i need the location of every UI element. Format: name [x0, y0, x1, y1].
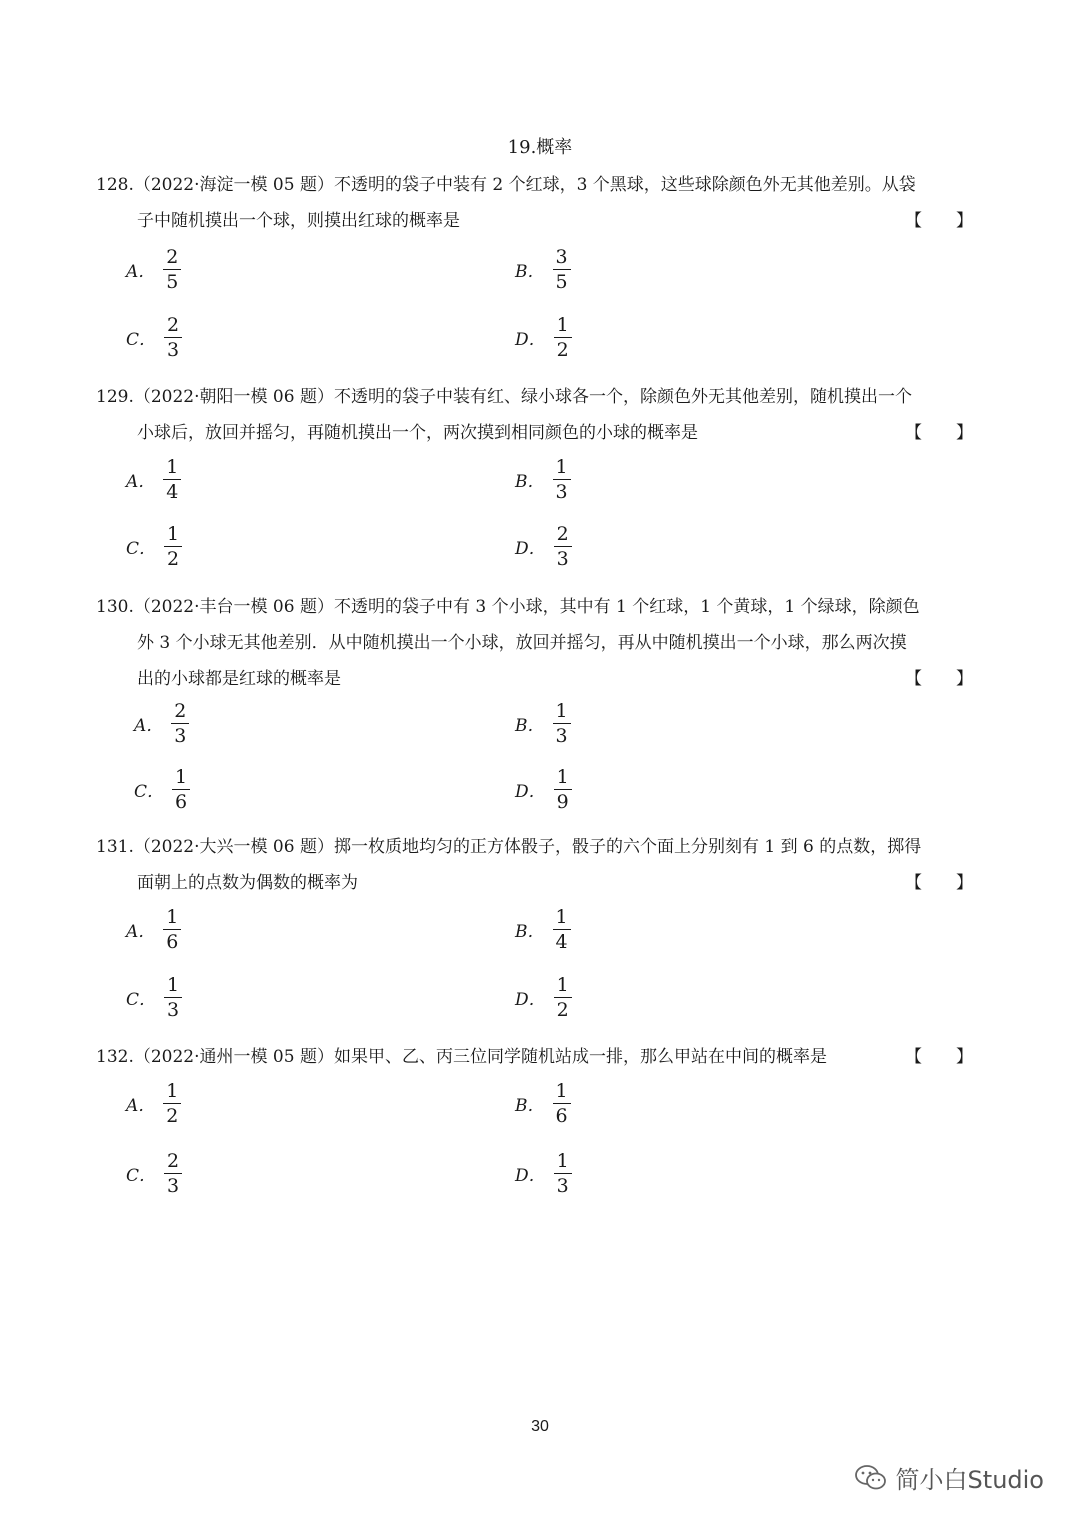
option-d: [515, 314, 572, 361]
numerator: 1: [166, 456, 179, 478]
option-a: [126, 906, 181, 953]
option-label: A．: [126, 1096, 156, 1116]
option-label: A．: [126, 472, 156, 492]
fraction-bar: [554, 789, 572, 790]
option-label: A．: [126, 922, 156, 942]
fraction-bar: [553, 269, 571, 270]
fraction-bar: [553, 929, 571, 930]
denominator: 3: [167, 999, 180, 1021]
fraction: [163, 1080, 181, 1127]
denominator: 5: [555, 271, 568, 293]
fraction: [172, 766, 190, 813]
section-title: 19.概率: [507, 137, 573, 158]
option-b: [515, 246, 571, 293]
fraction: [171, 700, 189, 747]
denominator: 4: [555, 931, 568, 953]
numerator: 2: [167, 1150, 180, 1172]
fraction-bar: [554, 546, 572, 547]
fraction: [164, 523, 182, 570]
option-label: B．: [515, 472, 545, 492]
option-b: [515, 1080, 571, 1127]
answer-bracket: 【 】: [905, 1047, 973, 1067]
option-c: [126, 974, 182, 1021]
fraction: [553, 246, 571, 293]
numerator: 1: [556, 1150, 569, 1172]
fraction-bar: [164, 546, 182, 547]
question-text-line: 128.（2022·海淀一模 05 题）不透明的袋子中装有 2 个红球，3 个黑球，这些球除颜色外无其他差别。从袋: [96, 175, 916, 195]
numerator: 2: [174, 700, 187, 722]
watermark-text: 简小白Studio: [895, 1466, 1044, 1494]
denominator: 2: [166, 1105, 179, 1127]
fraction-bar: [163, 269, 181, 270]
option-label: C．: [126, 990, 157, 1010]
denominator: 3: [556, 548, 569, 570]
fraction-bar: [164, 997, 182, 998]
option-c: [126, 523, 182, 570]
question-text-line: 小球后，放回并摇匀，再随机摸出一个，两次摸到相同颜色的小球的概率是: [137, 423, 698, 443]
denominator: 9: [556, 791, 569, 813]
wechat-icon: [854, 1464, 888, 1492]
fraction-bar: [554, 337, 572, 338]
option-d: [515, 523, 572, 570]
fraction: [164, 314, 182, 361]
option-label: D．: [515, 539, 546, 559]
option-label: D．: [515, 782, 546, 802]
option-label: C．: [126, 330, 157, 350]
fraction: [554, 974, 572, 1021]
fraction: [554, 1150, 572, 1197]
numerator: 1: [166, 906, 179, 928]
question-text-line: 129.（2022·朝阳一模 06 题）不透明的袋子中装有红、绿小球各一个，除颜色外无其他差别，随机摸出一个: [96, 387, 912, 407]
option-label: D．: [515, 1166, 546, 1186]
option-label: D．: [515, 990, 546, 1010]
option-b: [515, 700, 571, 747]
fraction-bar: [553, 1103, 571, 1104]
numerator: 2: [166, 246, 179, 268]
option-a: [126, 456, 181, 503]
option-a: [126, 1080, 181, 1127]
question-text-line: 131.（2022·大兴一模 06 题）掷一枚质地均匀的正方体骰子，骰子的六个面上分别刻有 1 到 6 的点数，掷得: [96, 837, 922, 857]
fraction: [553, 700, 571, 747]
denominator: 3: [167, 339, 180, 361]
numerator: 1: [555, 700, 568, 722]
fraction: [163, 456, 181, 503]
fraction-bar: [163, 1103, 181, 1104]
fraction: [554, 766, 572, 813]
denominator: 6: [555, 1105, 568, 1127]
numerator: 2: [167, 314, 180, 336]
option-label: D．: [515, 330, 546, 350]
question-text-line: 出的小球都是红球的概率是: [137, 669, 341, 689]
denominator: 3: [555, 481, 568, 503]
fraction: [554, 523, 572, 570]
numerator: 1: [175, 766, 188, 788]
option-a: [134, 700, 189, 747]
fraction: [553, 456, 571, 503]
answer-bracket: 【 】: [905, 423, 973, 443]
numerator: 1: [167, 974, 180, 996]
denominator: 3: [556, 1175, 569, 1197]
numerator: 1: [166, 1080, 179, 1102]
fraction: [164, 974, 182, 1021]
denominator: 3: [174, 725, 187, 747]
denominator: 3: [555, 725, 568, 747]
answer-bracket: 【 】: [905, 211, 973, 231]
denominator: 6: [166, 931, 179, 953]
option-c: [126, 1150, 182, 1197]
option-label: A．: [126, 262, 156, 282]
numerator: 1: [555, 1080, 568, 1102]
answer-bracket: 【 】: [905, 873, 973, 893]
option-label: C．: [134, 782, 165, 802]
answer-bracket: 【 】: [905, 669, 973, 689]
question-text-line: 面朝上的点数为偶数的概率为: [137, 873, 358, 893]
option-label: B．: [515, 262, 545, 282]
fraction-bar: [554, 1173, 572, 1174]
fraction: [163, 906, 181, 953]
question-text-line: 外 3 个小球无其他差别．从中随机摸出一个小球，放回并摇匀，再从中随机摸出一个小球，那么两次摸: [137, 633, 907, 653]
option-label: A．: [134, 716, 164, 736]
denominator: 4: [166, 481, 179, 503]
option-c: [134, 766, 190, 813]
fraction-bar: [554, 997, 572, 998]
option-label: C．: [126, 1166, 157, 1186]
option-b: [515, 906, 571, 953]
fraction: [163, 246, 181, 293]
fraction-bar: [164, 1173, 182, 1174]
fraction: [554, 314, 572, 361]
denominator: 6: [175, 791, 188, 813]
option-label: B．: [515, 922, 545, 942]
fraction-bar: [553, 723, 571, 724]
option-label: C．: [126, 539, 157, 559]
fraction-bar: [164, 337, 182, 338]
denominator: 5: [166, 271, 179, 293]
numerator: 1: [167, 523, 180, 545]
fraction: [553, 906, 571, 953]
numerator: 1: [555, 456, 568, 478]
numerator: 1: [555, 906, 568, 928]
page-number: 30: [531, 1418, 549, 1435]
option-label: B．: [515, 1096, 545, 1116]
option-a: [126, 246, 181, 293]
question-text-line: 130.（2022·丰台一模 06 题）不透明的袋子中有 3 个小球，其中有 1 个红球，1 个黄球，1 个绿球，除颜色: [96, 597, 920, 617]
option-b: [515, 456, 571, 503]
fraction-bar: [553, 479, 571, 480]
fraction-bar: [163, 929, 181, 930]
option-d: [515, 766, 572, 813]
fraction: [553, 1080, 571, 1127]
denominator: 2: [556, 339, 569, 361]
fraction-bar: [171, 723, 189, 724]
fraction: [164, 1150, 182, 1197]
denominator: 3: [167, 1175, 180, 1197]
numerator: 1: [556, 766, 569, 788]
option-c: [126, 314, 182, 361]
option-d: [515, 1150, 572, 1197]
watermark: [854, 1460, 1044, 1495]
numerator: 1: [556, 314, 569, 336]
fraction-bar: [163, 479, 181, 480]
denominator: 2: [556, 999, 569, 1021]
numerator: 2: [556, 523, 569, 545]
question-text-line: 132.（2022·通州一模 05 题）如果甲、乙、丙三位同学随机站成一排，那么甲站在中间的概率是: [96, 1047, 827, 1067]
option-d: [515, 974, 572, 1021]
denominator: 2: [167, 548, 180, 570]
fraction-bar: [172, 789, 190, 790]
numerator: 3: [555, 246, 568, 268]
numerator: 1: [556, 974, 569, 996]
question-text-line: 子中随机摸出一个球，则摸出红球的概率是: [137, 211, 460, 231]
option-label: B．: [515, 716, 545, 736]
